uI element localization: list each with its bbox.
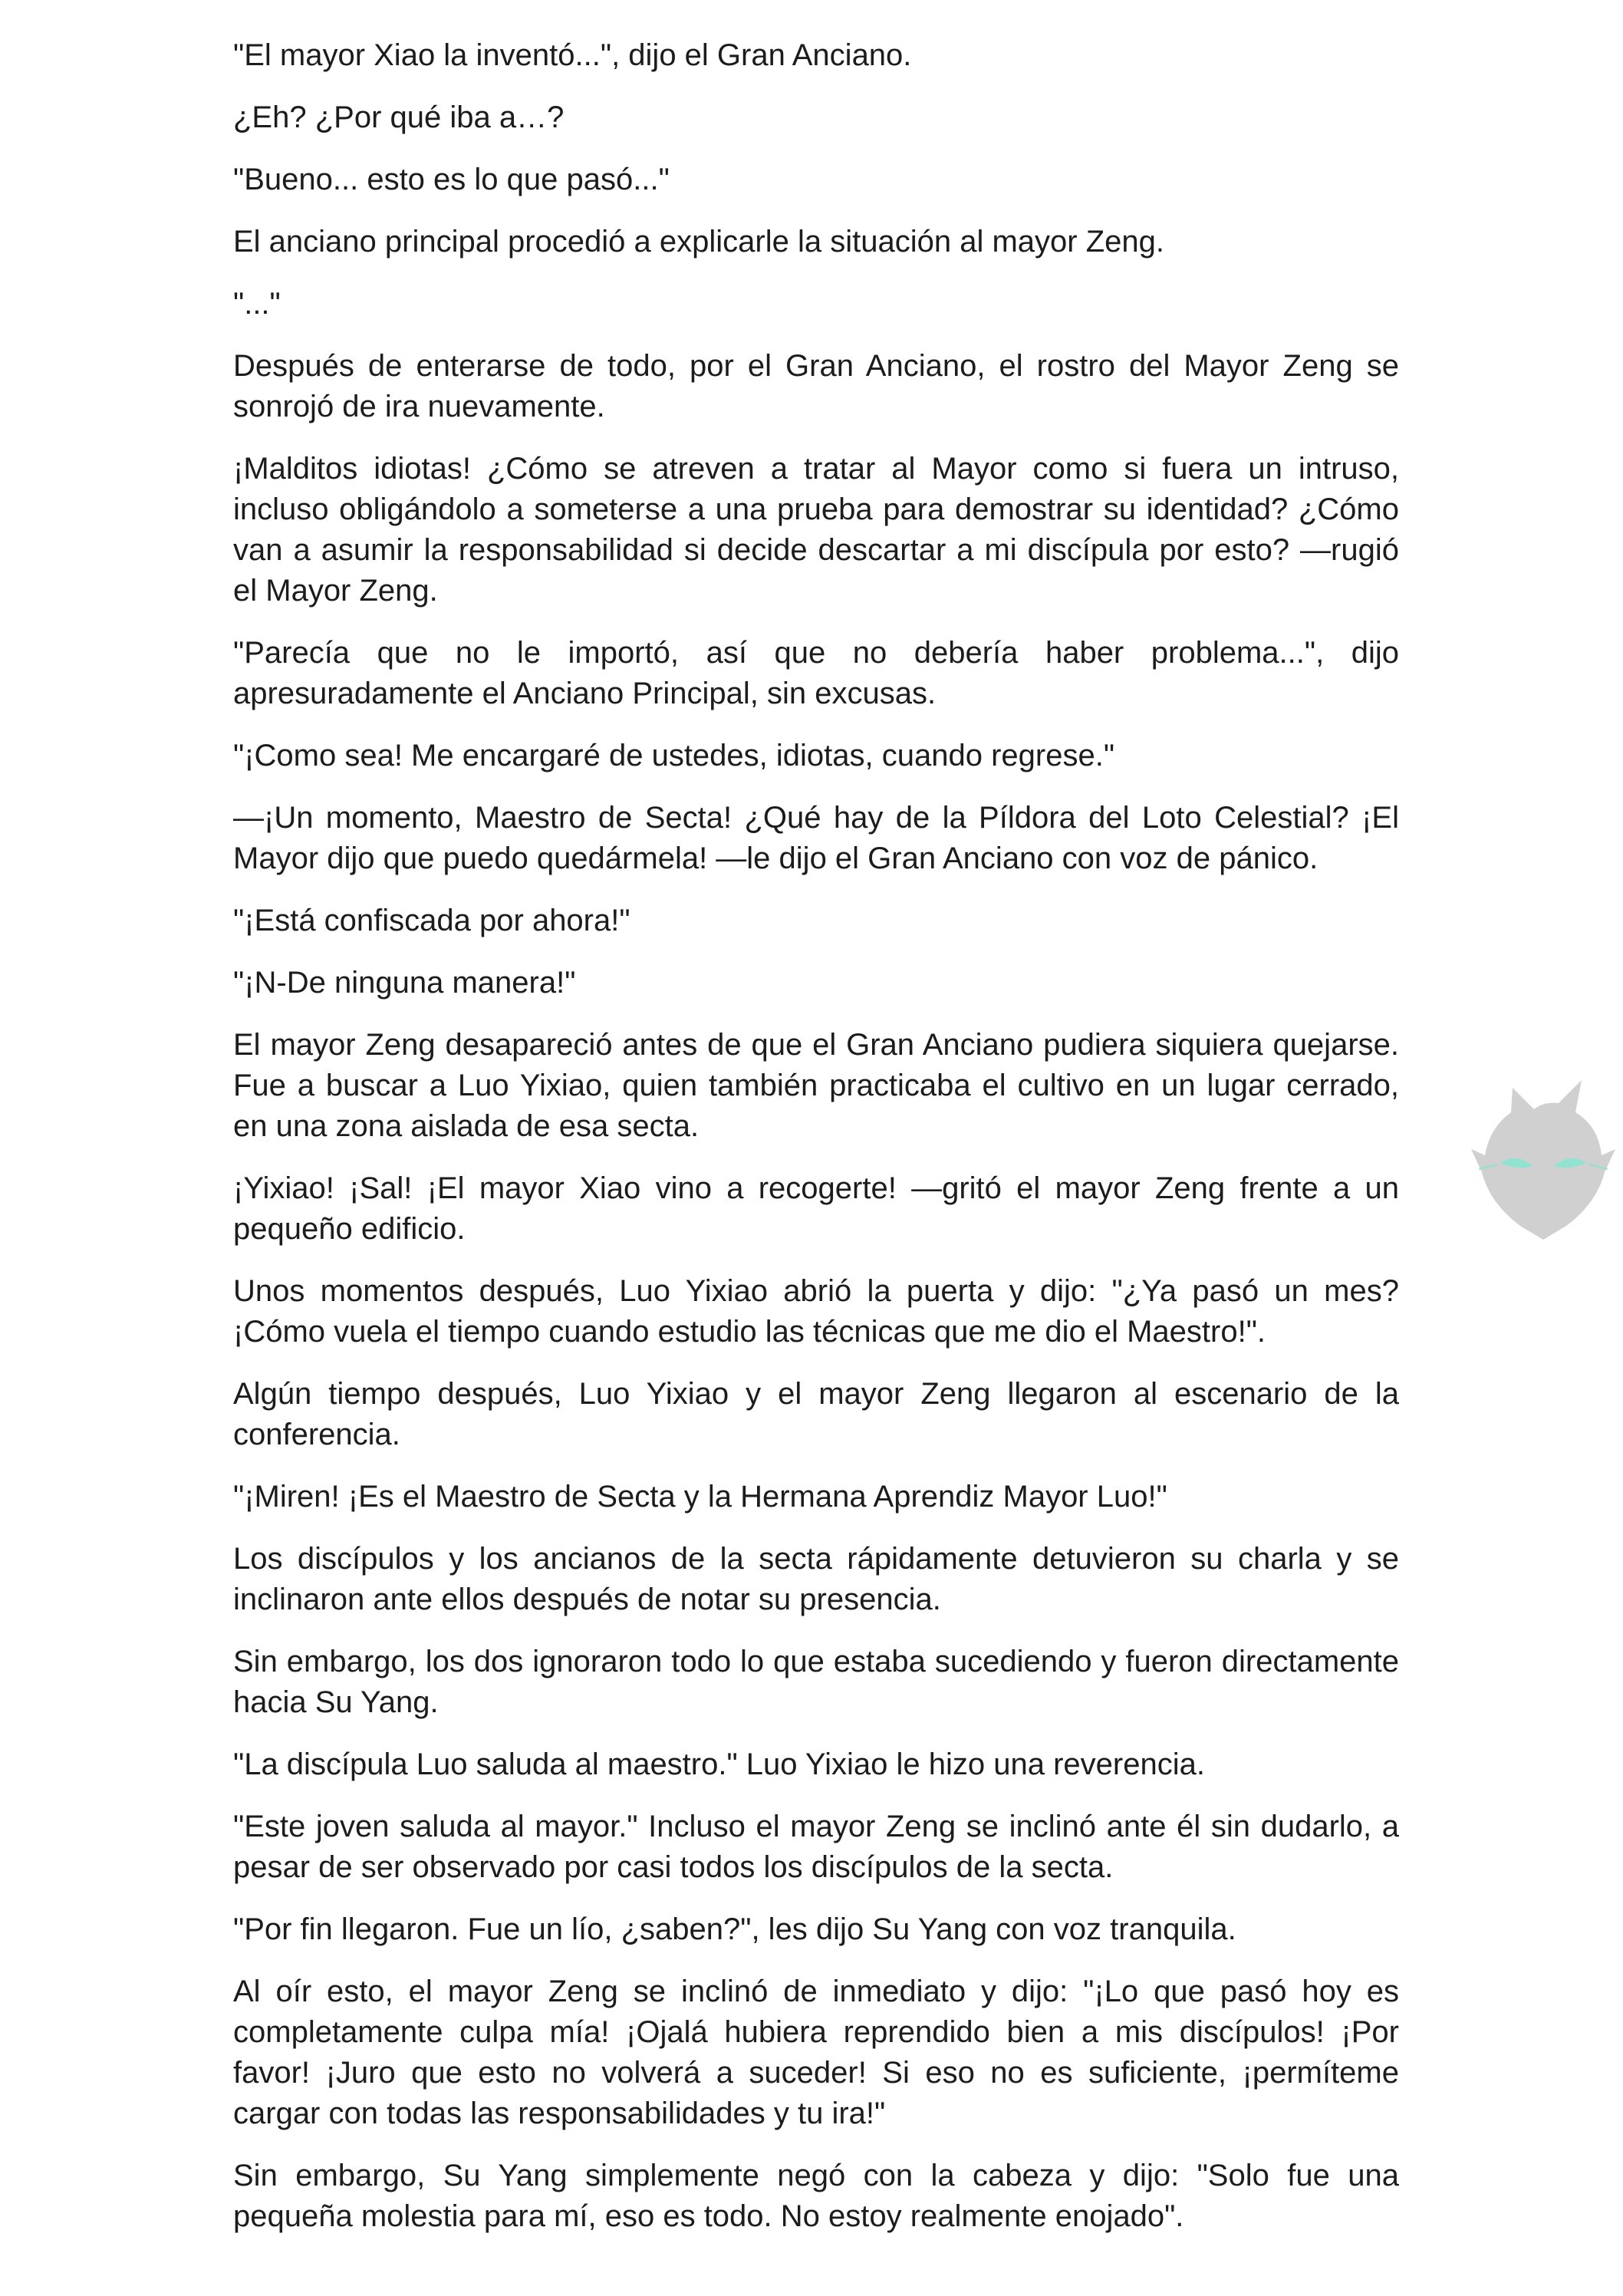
paragraph-21: "Este joven saluda al mayor." Incluso el mayor Zeng se inclinó ante él sin dudarlo, a pesar de ser observado por casi todos los discípulos de la secta. [233, 1810, 1399, 1884]
paragraph-15: Unos momentos después, Luo Yixiao abrió la puerta y dijo: "¿Ya pasó un mes? ¡Cómo vuela el tiempo cuando estudio las técnicas que me dio el Maestro!". [233, 1274, 1399, 1349]
paragraph-6: Después de enterarse de todo, por el Gran Anciano, el rostro del Mayor Zeng se sonrojó de ira nuevamente. [233, 349, 1399, 423]
paragraph-9: "¡Como sea! Me encargaré de ustedes, idiotas, cuando regrese." [233, 739, 1115, 772]
paragraph-14: ¡Yixiao! ¡Sal! ¡El mayor Xiao vino a recogerte! —gritó el mayor Zeng frente a un pequeño edificio. [233, 1171, 1399, 1246]
demon-head-icon [1467, 1072, 1620, 1249]
paragraph-18: Los discípulos y los ancianos de la secta rápidamente detuvieron su charla y se inclinaron ante ellos después de notar su presencia. [233, 1542, 1399, 1616]
paragraph-7: ¡Malditos idiotas! ¿Cómo se atreven a tratar al Mayor como si fuera un intruso, incluso obligándolo a someterse a una prueba para demostrar su identidad? ¿Cómo van a asumir la responsabilidad si decide descartar a mi discípula por esto? —rugió el Mayor Zeng. [233, 452, 1399, 608]
paragraph-10: —¡Un momento, Maestro de Secta! ¿Qué hay de la Píldora del Loto Celestial? ¡El Mayor dijo que puedo quedármela! —le dijo el Gran Anciano con voz de pánico. [233, 801, 1399, 875]
paragraph-11: "¡Está confiscada por ahora!" [233, 904, 630, 937]
paragraph-8: "Parecía que no le importó, así que no debería haber problema...", dijo apresuradamente el Anciano Principal, sin excusas. [233, 636, 1399, 710]
paragraph-16: Algún tiempo después, Luo Yixiao y el mayor Zeng llegaron al escenario de la conferencia. [233, 1377, 1399, 1451]
document-body [233, 35, 1399, 2258]
paragraph-17: "¡Miren! ¡Es el Maestro de Secta y la Hermana Aprendiz Mayor Luo!" [233, 1480, 1167, 1514]
paragraph-19: Sin embargo, los dos ignoraron todo lo que estaba sucediendo y fueron directamente hacia Su Yang. [233, 1645, 1399, 1719]
paragraph-13: El mayor Zeng desapareció antes de que el Gran Anciano pudiera siquiera quejarse. Fue a buscar a Luo Yixiao, quien también practicaba el cultivo en un lugar cerrado, en una zona aislada de esa secta. [233, 1028, 1399, 1143]
paragraph-3: "Bueno... esto es lo que pasó..." [233, 163, 670, 196]
paragraph-20: "La discípula Luo saluda al maestro." Luo Yixiao le hizo una reverencia. [233, 1748, 1205, 1781]
paragraph-5: "..." [233, 287, 281, 321]
paragraph-23: Al oír esto, el mayor Zeng se inclinó de inmediato y dijo: "¡Lo que pasó hoy es completamente culpa mía! ¡Ojalá hubiera reprendido bien a mis discípulos! ¡Por favor! ¡Juro que esto no volverá a suceder! Si eso no es suficiente, ¡permíteme cargar con todas las responsabilidades y tu ira!" [233, 1975, 1399, 2130]
paragraph-12: "¡N-De ninguna manera!" [233, 966, 576, 1000]
paragraph-4: El anciano principal procedió a explicarle la situación al mayor Zeng. [233, 225, 1164, 259]
paragraph-24: Sin embargo, Su Yang simplemente negó con la cabeza y dijo: "Solo fue una pequeña molestia para mí, eso es todo. No estoy realmente enojado". [233, 2159, 1399, 2233]
paragraph-2: ¿Eh? ¿Por qué iba a…? [233, 100, 565, 134]
paragraph-22: "Por fin llegaron. Fue un lío, ¿saben?", les dijo Su Yang con voz tranquila. [233, 1912, 1236, 1946]
paragraph-1: "El mayor Xiao la inventó...", dijo el Gran Anciano. [233, 38, 912, 72]
